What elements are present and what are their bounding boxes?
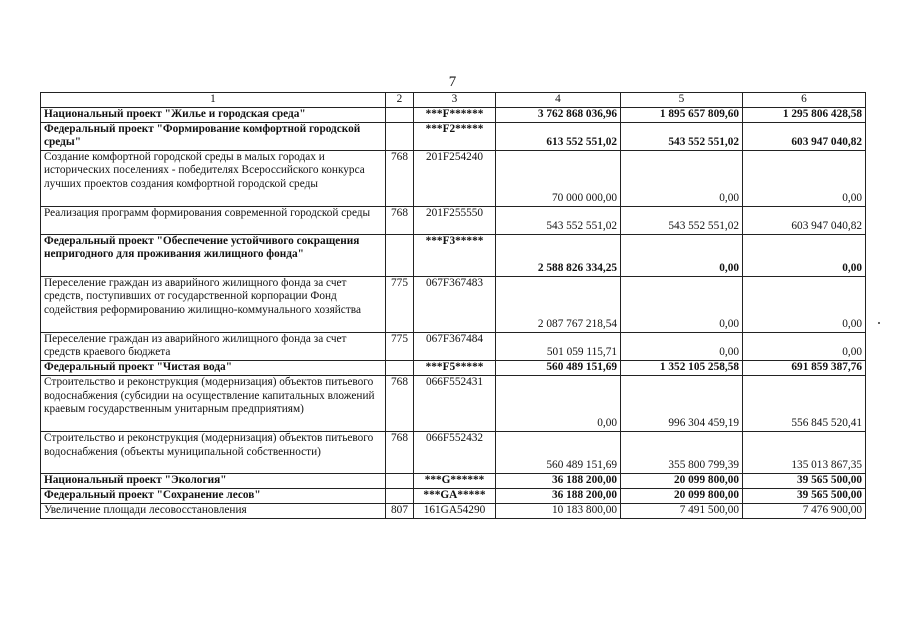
row-value-2024-cell: 501 059 115,71 bbox=[496, 332, 621, 360]
row-value-2025-cell: 355 800 799,39 bbox=[621, 431, 743, 473]
table-row bbox=[41, 431, 866, 473]
row-value-2024-cell: 10 183 800,00 bbox=[496, 503, 621, 518]
header-cell: 4 bbox=[496, 93, 621, 108]
row-code-cell: 066F552432 bbox=[414, 431, 496, 473]
row-code-cell: 067F367483 bbox=[414, 276, 496, 332]
row-code-cell: 201F254240 bbox=[414, 150, 496, 206]
header-cell: 6 bbox=[743, 93, 866, 108]
row-code-cell: 161GA54290 bbox=[414, 503, 496, 518]
row-value-2025-cell: 0,00 bbox=[621, 150, 743, 206]
row-value-2026-cell: 603 947 040,82 bbox=[743, 122, 866, 150]
row-value-2026-cell: 39 565 500,00 bbox=[743, 473, 866, 488]
table-row bbox=[41, 206, 866, 234]
row-value-2024-cell: 560 489 151,69 bbox=[496, 360, 621, 375]
table-row bbox=[41, 234, 866, 276]
row-value-2026-cell: 556 845 520,41 bbox=[743, 375, 866, 431]
row-grbs-cell bbox=[386, 488, 414, 503]
row-name-cell: Увеличение площади лесовосстановления bbox=[41, 503, 386, 518]
table-row bbox=[41, 122, 866, 150]
row-name-cell: Федеральный проект "Чистая вода" bbox=[41, 360, 386, 375]
row-name-cell: Реализация программ формирования современной городской среды bbox=[41, 206, 386, 234]
row-grbs-cell: 768 bbox=[386, 431, 414, 473]
row-code-cell: 067F367484 bbox=[414, 332, 496, 360]
row-value-2025-cell: 20 099 800,00 bbox=[621, 473, 743, 488]
header-row bbox=[41, 93, 866, 108]
row-value-2024-cell: 0,00 bbox=[496, 375, 621, 431]
header-cell: 3 bbox=[414, 93, 496, 108]
budget-table bbox=[40, 92, 866, 519]
row-grbs-cell bbox=[386, 360, 414, 375]
table-row bbox=[41, 360, 866, 375]
table-row bbox=[41, 150, 866, 206]
row-value-2024-cell: 2 588 826 334,25 bbox=[496, 234, 621, 276]
row-value-2024-cell: 70 000 000,00 bbox=[496, 150, 621, 206]
header-cell: 5 bbox=[621, 93, 743, 108]
row-value-2025-cell: 543 552 551,02 bbox=[621, 122, 743, 150]
row-value-2025-cell: 0,00 bbox=[621, 332, 743, 360]
row-name-cell: Переселение граждан из аварийного жилищного фонда за счет средств краевого бюджета bbox=[41, 332, 386, 360]
row-value-2024-cell: 543 552 551,02 bbox=[496, 206, 621, 234]
row-value-2025-cell: 0,00 bbox=[621, 276, 743, 332]
row-name-cell: Национальный проект "Жилье и городская среда" bbox=[41, 107, 386, 122]
row-value-2026-cell: 1 295 806 428,58 bbox=[743, 107, 866, 122]
page-number: 7 bbox=[448, 74, 457, 90]
row-name-cell: Федеральный проект "Формирование комфортной городской среды" bbox=[41, 122, 386, 150]
row-code-cell: ***GA***** bbox=[414, 488, 496, 503]
row-code-cell: 066F552431 bbox=[414, 375, 496, 431]
row-grbs-cell bbox=[386, 122, 414, 150]
row-value-2024-cell: 3 762 868 036,96 bbox=[496, 107, 621, 122]
row-code-cell: ***F5***** bbox=[414, 360, 496, 375]
row-value-2025-cell: 543 552 551,02 bbox=[621, 206, 743, 234]
row-value-2026-cell: 0,00 bbox=[743, 332, 866, 360]
row-grbs-cell: 807 bbox=[386, 503, 414, 518]
row-code-cell: ***F2***** bbox=[414, 122, 496, 150]
row-code-cell: 201F255550 bbox=[414, 206, 496, 234]
row-grbs-cell: 775 bbox=[386, 276, 414, 332]
row-value-2024-cell: 36 188 200,00 bbox=[496, 473, 621, 488]
row-value-2024-cell: 2 087 767 218,54 bbox=[496, 276, 621, 332]
row-value-2026-cell: 135 013 867,35 bbox=[743, 431, 866, 473]
table-row bbox=[41, 107, 866, 122]
header-cell: 2 bbox=[386, 93, 414, 108]
row-value-2026-cell: 603 947 040,82 bbox=[743, 206, 866, 234]
row-value-2026-cell: 0,00 bbox=[743, 234, 866, 276]
row-grbs-cell: 768 bbox=[386, 206, 414, 234]
table-row bbox=[41, 276, 866, 332]
header-cell: 1 bbox=[41, 93, 386, 108]
row-value-2025-cell: 7 491 500,00 bbox=[621, 503, 743, 518]
row-name-cell: Создание комфортной городской среды в малых городах и исторических поселениях - победителях Всероссийского конкурса лучших проектов создания комфортной городской среды bbox=[41, 150, 386, 206]
row-name-cell: Федеральный проект "Обеспечение устойчивого сокращения непригодного для проживания жилищного фонда" bbox=[41, 234, 386, 276]
table-row bbox=[41, 332, 866, 360]
row-grbs-cell: 768 bbox=[386, 150, 414, 206]
table-row bbox=[41, 375, 866, 431]
row-grbs-cell bbox=[386, 107, 414, 122]
row-value-2026-cell: 0,00 bbox=[743, 276, 866, 332]
row-value-2024-cell: 36 188 200,00 bbox=[496, 488, 621, 503]
row-value-2025-cell: 1 895 657 809,60 bbox=[621, 107, 743, 122]
row-value-2025-cell: 1 352 105 258,58 bbox=[621, 360, 743, 375]
row-value-2025-cell: 0,00 bbox=[621, 234, 743, 276]
row-value-2026-cell: 691 859 387,76 bbox=[743, 360, 866, 375]
row-value-2025-cell: 996 304 459,19 bbox=[621, 375, 743, 431]
row-code-cell: ***F****** bbox=[414, 107, 496, 122]
row-value-2026-cell: 7 476 900,00 bbox=[743, 503, 866, 518]
row-grbs-cell: 775 bbox=[386, 332, 414, 360]
row-value-2024-cell: 613 552 551,02 bbox=[496, 122, 621, 150]
row-code-cell: ***G****** bbox=[414, 473, 496, 488]
row-name-cell: Строительство и реконструкция (модернизация) объектов питьевого водоснабжения (объекты муниципальной собственности) bbox=[41, 431, 386, 473]
table-row bbox=[41, 488, 866, 503]
row-value-2025-cell: 20 099 800,00 bbox=[621, 488, 743, 503]
row-value-2026-cell: 39 565 500,00 bbox=[743, 488, 866, 503]
row-name-cell: Национальный проект "Экология" bbox=[41, 473, 386, 488]
row-value-2026-cell: 0,00 bbox=[743, 150, 866, 206]
table-row bbox=[41, 503, 866, 518]
row-value-2024-cell: 560 489 151,69 bbox=[496, 431, 621, 473]
row-name-cell: Переселение граждан из аварийного жилищного фонда за счет средств, поступивших от государственной корпорации Фонд содействия реформированию жилищно-коммунального хозяйства bbox=[41, 276, 386, 332]
row-name-cell: Федеральный проект "Сохранение лесов" bbox=[41, 488, 386, 503]
row-grbs-cell bbox=[386, 234, 414, 276]
row-name-cell: Строительство и реконструкция (модернизация) объектов питьевого водоснабжения (субсидии на осуществление капитальных вложений краевым государственным унитарным предприятиям) bbox=[41, 375, 386, 431]
table-row bbox=[41, 473, 866, 488]
row-grbs-cell bbox=[386, 473, 414, 488]
row-grbs-cell: 768 bbox=[386, 375, 414, 431]
row-code-cell: ***F3***** bbox=[414, 234, 496, 276]
stray-dot bbox=[878, 322, 880, 324]
